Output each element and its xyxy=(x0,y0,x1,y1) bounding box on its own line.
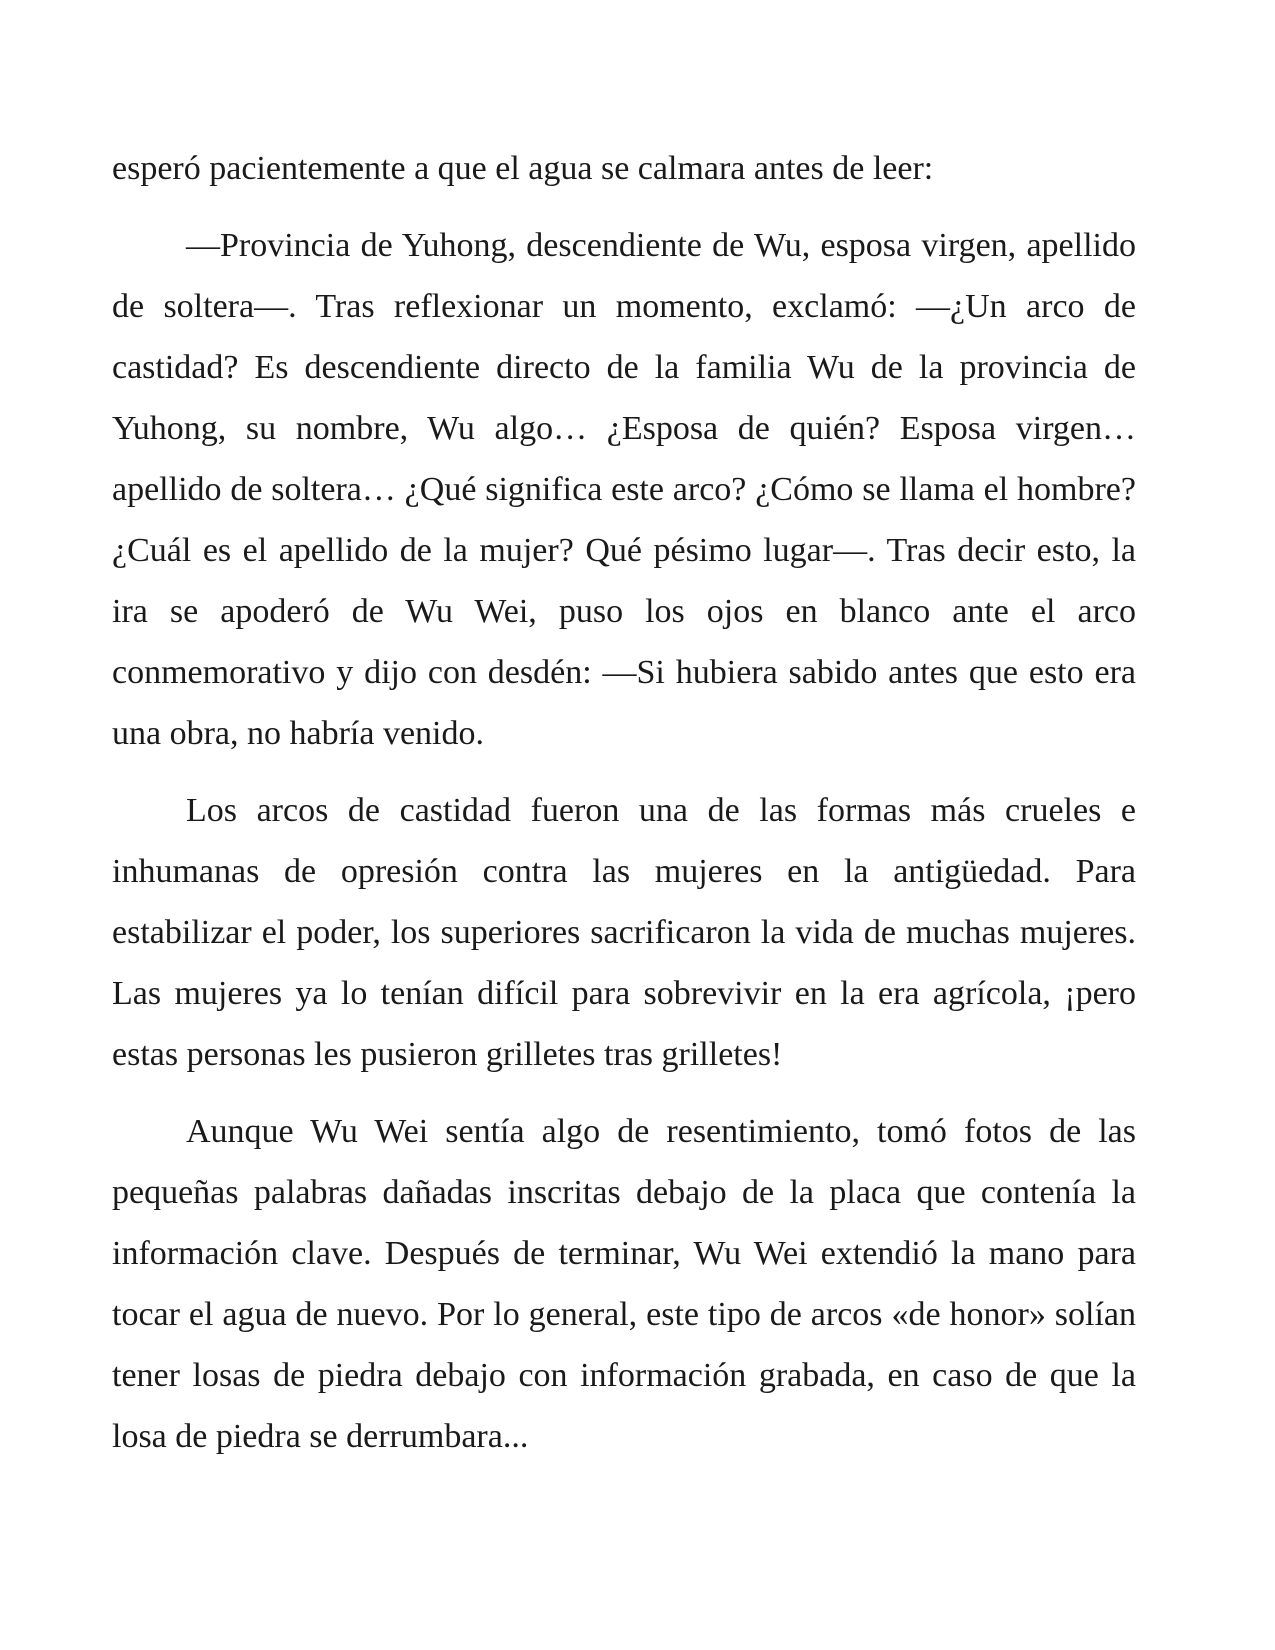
paragraph-4: Aunque Wu Wei sentía algo de resentimiento, tomó fotos de las pequeñas palabras dañadas inscritas debajo de la placa que contenía la información clave. Después de terminar, Wu Wei extendió la mano para tocar el agua de nuevo. Por lo general, este tipo de arcos «de honor» solían tener losas de piedra debajo con información grabada, en caso de que la losa de piedra se derrumbara... xyxy=(112,1113,1136,1455)
paragraph-3: Los arcos de castidad fueron una de las formas más crueles e inhumanas de opresión contra las mujeres en la antigüedad. Para estabilizar el poder, los superiores sacrificaron la vida de muchas mujeres. Las mujeres ya lo tenían difícil para sobrevivir en la era agrícola, ¡pero estas personas les pusieron grilletes tras grilletes! xyxy=(112,792,1136,1073)
paragraph-2: —Provincia de Yuhong, descendiente de Wu, esposa virgen, apellido de soltera—. Tras reflexionar un momento, exclamó: —¿Un arco de castidad? Es descendiente directo de la familia Wu de la provincia de Yuhong, su nombre, Wu algo… ¿Esposa de quién? Esposa virgen… apellido de soltera… ¿Qué significa este arco? ¿Cómo se llama el hombre? ¿Cuál es el apellido de la mujer? Qué pésimo lugar—. Tras decir esto, la ira se apoderó de Wu Wei, puso los ojos en blanco ante el arco conmemorativo y dijo con desdén: —Si hubiera sabido antes que esto era una obra, no habría venido. xyxy=(112,227,1136,752)
document-page xyxy=(112,138,1136,1483)
paragraph-1: esperó pacientemente a que el agua se calmara antes de leer: xyxy=(112,150,934,187)
